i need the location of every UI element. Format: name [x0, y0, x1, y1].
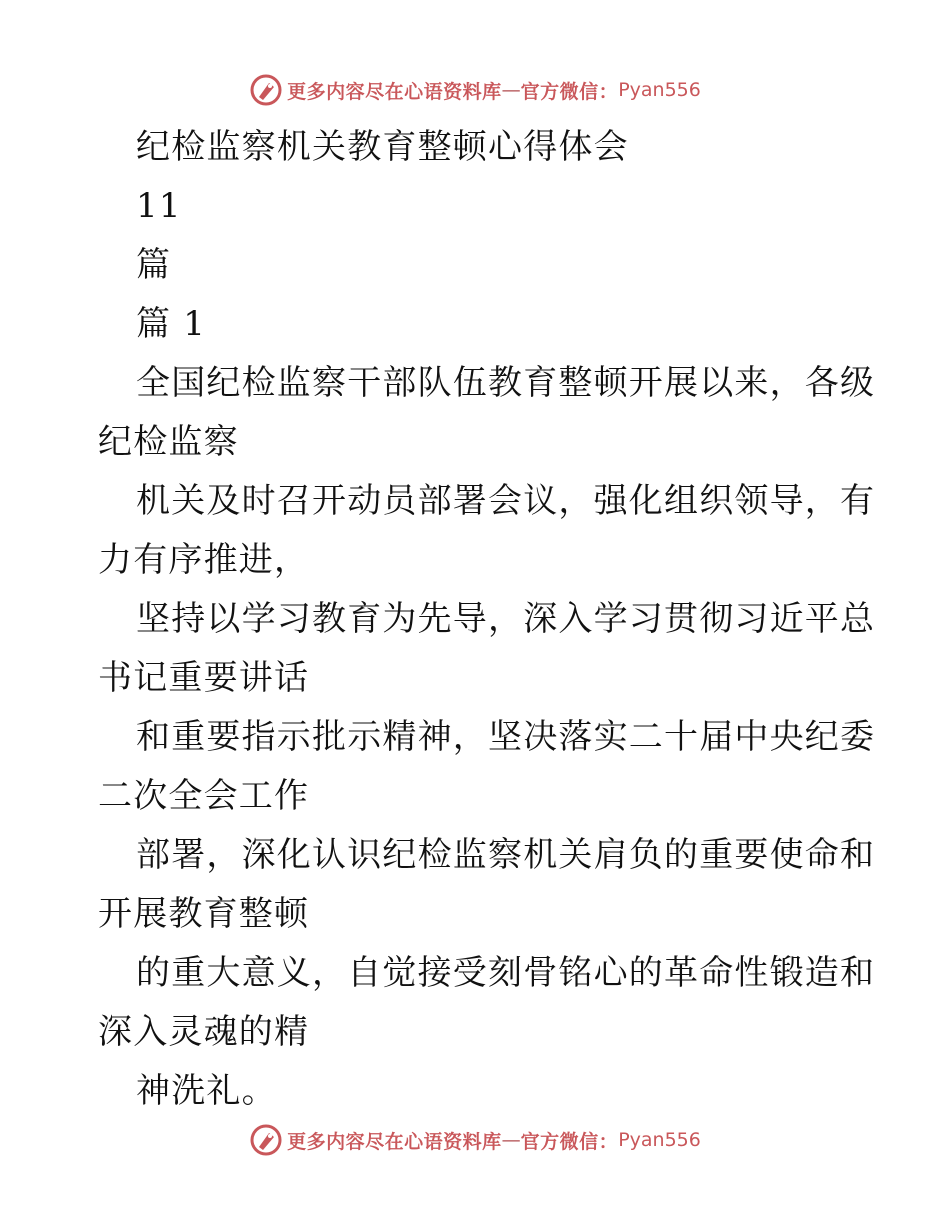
paragraph-line: 坚持以学习教育为先导，深入学习贯彻习近平总 [136, 599, 876, 639]
section-heading: 篇 1 [136, 304, 207, 344]
paragraph-line: 和重要指示批示精神，坚决落实二十届中央纪委 [136, 717, 876, 757]
watermark-site-text: 更多内容尽在心语资料库 [287, 80, 502, 103]
pen-nib-logo-icon [249, 73, 283, 107]
watermark-dash: — [501, 79, 521, 101]
text-line: 11 [136, 186, 182, 226]
paragraph-line: 的重大意义，自觉接受刻骨铭心的革命性锻造和 [136, 953, 876, 993]
paragraph-line: 二次全会工作 [98, 776, 310, 816]
watermark-site-text: 更多内容尽在心语资料库 [287, 1130, 502, 1153]
paragraph-line: 机关及时召开动员部署会议，强化组织领导，有 [136, 481, 876, 521]
document-title: 纪检监察机关教育整顿心得体会 [136, 127, 629, 167]
paragraph-line: 深入灵魂的精 [98, 1012, 310, 1052]
paragraph-line: 书记重要讲话 [98, 658, 310, 698]
watermark-wechat-label: 官方微信： [520, 1130, 619, 1153]
watermark-dash: — [501, 1129, 521, 1151]
paragraph-line: 部署，深化认识纪检监察机关肩负的重要使命和 [136, 835, 876, 875]
watermark-wechat-id: Pyan556 [618, 79, 701, 101]
paragraph-line: 全国纪检监察干部队伍教育整顿开展以来，各级 [136, 363, 876, 403]
paragraph-line: 开展教育整顿 [98, 894, 310, 934]
footer-watermark [0, 1120, 950, 1160]
text-line: 篇 [136, 245, 172, 285]
paragraph-line: 纪检监察 [98, 422, 239, 462]
header-watermark [0, 70, 950, 110]
paragraph-line: 神洗礼。 [136, 1071, 277, 1111]
document-body [98, 118, 876, 1121]
watermark-wechat-id: Pyan556 [618, 1129, 701, 1151]
watermark-wechat-label: 官方微信： [520, 80, 619, 103]
pen-nib-logo-icon [249, 1123, 283, 1157]
paragraph-line: 力有序推进， [98, 540, 310, 580]
